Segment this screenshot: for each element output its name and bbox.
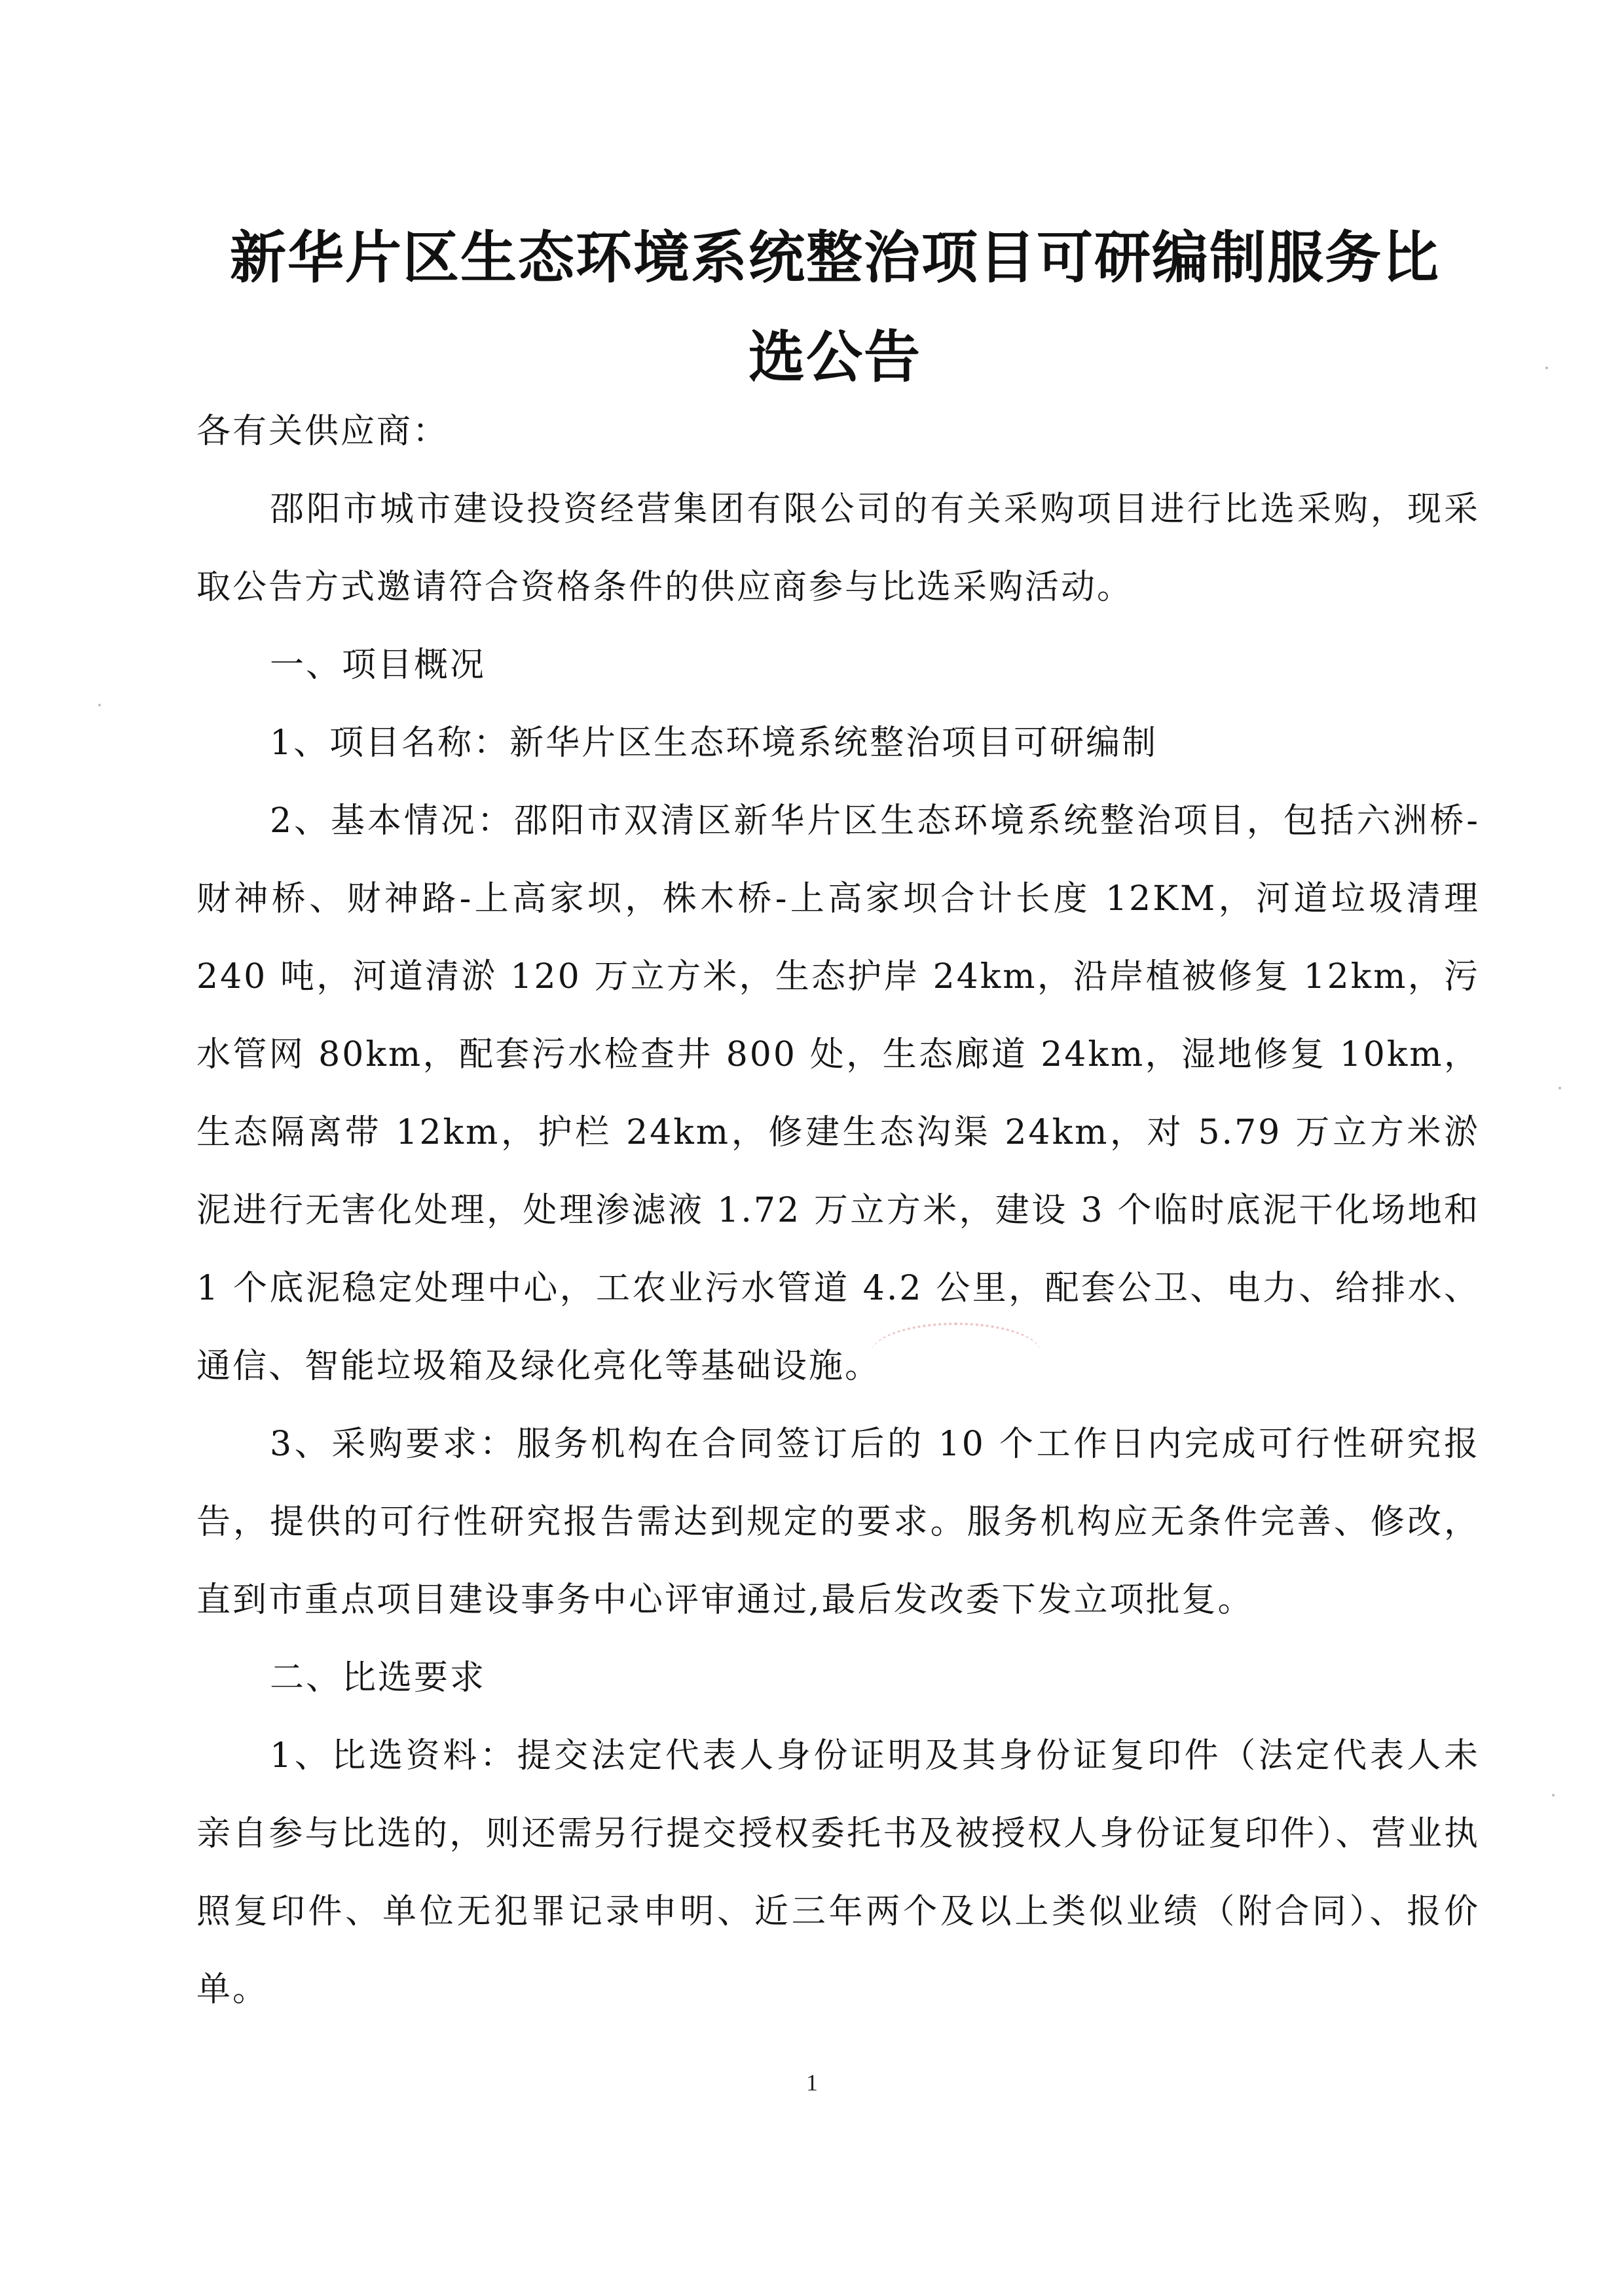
basic-info-paragraph: 2、基本情况：邵阳市双清区新华片区生态环境系统整治项目，包括六洲桥-财神桥、财神路-上高家坝，株木桥-上高家坝合计长度 12KM，河道垃圾清理 240 吨，河道清淤 120 万立方米，生态护岸 24km，沿岸植被修复 12km，污水管网 80km，配套污水检查井 800 处，生态廊道 24km，湿地修复 10km，生态隔离带 12km，护栏 24km，修建生态沟渠 24km，对 5.79 万立方米淤泥进行无害化处理，处理渗滤液 1.72 万立方米，建设 3 个临时底泥干化场地和 1 个底泥稳定处理中心，工农业污水管道 4.2 公里，配套公卫、电力、给排水、通信、智能垃圾箱及绿化亮化等基础设施。 [196, 801, 1480, 1386]
document-body [196, 393, 1480, 2029]
salutation: 各有关供应商： [196, 412, 449, 451]
intro-paragraph: 邵阳市城市建设投资经营集团有限公司的有关采购项目进行比选采购，现采取公告方式邀请符合资格条件的供应商参与比选采购活动。 [196, 490, 1480, 607]
procurement-requirements-paragraph: 3、采购要求：服务机构在合同签订后的 10 个工作日内完成可行性研究报告，提供的可行性研究报告需达到规定的要求。服务机构应无条件完善、修改，直到市重点项目建设事务中心评审通过,最后发改委下发立项批复。 [196, 1425, 1480, 1620]
section-heading-project-overview: 一、项目概况 [270, 646, 487, 685]
selection-materials-paragraph: 1、比选资料：提交法定代表人身份证明及其身份证复印件（法定代表人未亲自参与比选的，则还需另行提交授权委托书及被授权人身份证复印件）、营业执照复印件、单位无犯罪记录申明、近三年两个及以上类似业绩（附合同）、报价单。 [196, 1736, 1480, 2009]
scan-speck [1559, 1087, 1561, 1089]
faint-stamp-mark [871, 1322, 1041, 1384]
page-number: 1 [806, 2069, 818, 2096]
title-line-2: 选公告 [748, 325, 921, 390]
section-heading-selection-requirements: 二、比选要求 [270, 1658, 487, 1698]
title-line-1: 新华片区生态环境系统整治项目可研编制服务比 [230, 225, 1440, 291]
scan-speck [1552, 1794, 1555, 1796]
scan-speck [1545, 367, 1548, 369]
scan-speck [98, 704, 101, 706]
project-name-paragraph: 1、项目名称：新华片区生态环境系统整治项目可研编制 [270, 723, 1158, 763]
document-title [196, 208, 1473, 407]
